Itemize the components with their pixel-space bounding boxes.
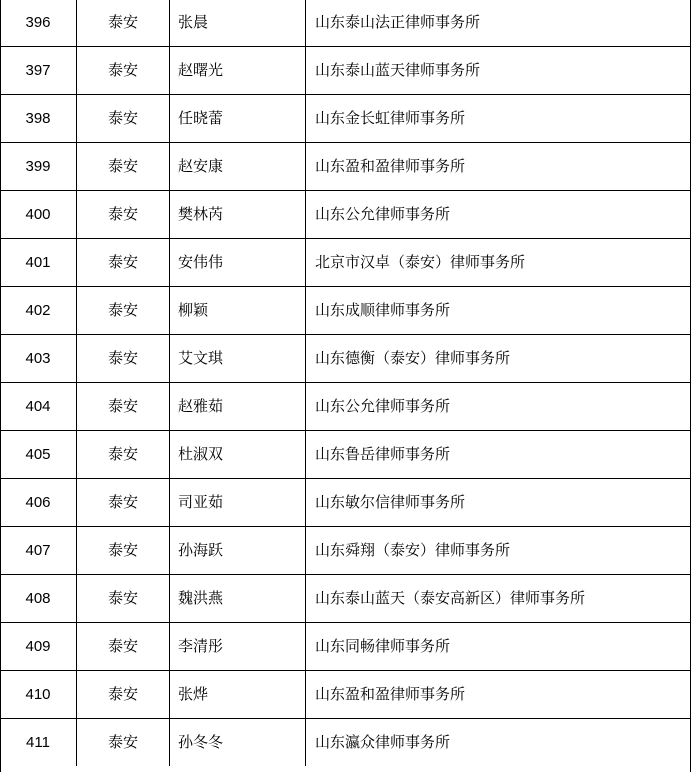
- table-row: [0, 0, 690, 47]
- table-row: [0, 143, 690, 191]
- lawyer-name-cell: 孙海跃: [170, 527, 306, 575]
- row-number-cell: 401: [0, 239, 77, 287]
- city-cell: 泰安: [77, 671, 170, 719]
- row-number-cell: 405: [0, 431, 77, 479]
- table-row: [0, 431, 690, 479]
- city-cell: 泰安: [77, 95, 170, 143]
- city-cell: 泰安: [77, 431, 170, 479]
- table-row: [0, 47, 690, 95]
- lawyer-name-cell: 杜淑双: [170, 431, 306, 479]
- table-row: [0, 671, 690, 719]
- lawyer-name-cell: 赵雅茹: [170, 383, 306, 431]
- law-firm-cell: 山东泰山蓝天律师事务所: [306, 47, 691, 95]
- law-firm-cell: 山东泰山法正律师事务所: [306, 0, 691, 47]
- row-number-cell: 407: [0, 527, 77, 575]
- table-row: [0, 623, 690, 671]
- row-number-cell: 410: [0, 671, 77, 719]
- city-cell: 泰安: [77, 479, 170, 527]
- table-row: [0, 191, 690, 239]
- law-firm-cell: 山东金长虹律师事务所: [306, 95, 691, 143]
- row-number-cell: 399: [0, 143, 77, 191]
- row-number-cell: 411: [0, 719, 77, 767]
- lawyer-name-cell: 安伟伟: [170, 239, 306, 287]
- row-number-cell: 400: [0, 191, 77, 239]
- law-firm-cell: 山东公允律师事务所: [306, 383, 691, 431]
- law-firm-cell: 山东公允律师事务所: [306, 191, 691, 239]
- city-cell: 泰安: [77, 239, 170, 287]
- law-firm-cell: 山东德衡（泰安）律师事务所: [306, 335, 691, 383]
- lawyer-name-cell: 张晨: [170, 0, 306, 47]
- table-row: [0, 575, 690, 623]
- city-cell: 泰安: [77, 335, 170, 383]
- city-cell: 泰安: [77, 143, 170, 191]
- lawyer-name-cell: 柳颖: [170, 287, 306, 335]
- lawyer-name-cell: 司亚茹: [170, 479, 306, 527]
- law-firm-cell: 山东同畅律师事务所: [306, 623, 691, 671]
- lawyer-name-cell: 樊林芮: [170, 191, 306, 239]
- row-number-cell: 398: [0, 95, 77, 143]
- table-row: [0, 287, 690, 335]
- row-number-cell: 406: [0, 479, 77, 527]
- city-cell: 泰安: [77, 623, 170, 671]
- lawyer-name-cell: 张烨: [170, 671, 306, 719]
- lawyer-name-cell: 李清彤: [170, 623, 306, 671]
- row-number-cell: 408: [0, 575, 77, 623]
- city-cell: 泰安: [77, 575, 170, 623]
- law-firm-cell: 山东鲁岳律师事务所: [306, 431, 691, 479]
- lawyer-name-cell: 孙冬冬: [170, 719, 306, 767]
- city-cell: 泰安: [77, 191, 170, 239]
- law-firm-cell: 山东舜翔（泰安）律师事务所: [306, 527, 691, 575]
- row-number-cell: 396: [0, 0, 77, 47]
- row-number-cell: 402: [0, 287, 77, 335]
- city-cell: 泰安: [77, 47, 170, 95]
- city-cell: 泰安: [77, 0, 170, 47]
- law-firm-cell: 北京市汉卓（泰安）律师事务所: [306, 239, 691, 287]
- city-cell: 泰安: [77, 527, 170, 575]
- lawyer-name-cell: 赵安康: [170, 143, 306, 191]
- table-row: [0, 383, 690, 431]
- law-firm-cell: 山东盈和盈律师事务所: [306, 671, 691, 719]
- law-firm-cell: 山东泰山蓝天（泰安高新区）律师事务所: [306, 575, 691, 623]
- table-row: [0, 239, 690, 287]
- lawyer-name-cell: 赵曙光: [170, 47, 306, 95]
- law-firm-cell: 山东敏尔信律师事务所: [306, 479, 691, 527]
- city-cell: 泰安: [77, 287, 170, 335]
- city-cell: 泰安: [77, 383, 170, 431]
- row-number-cell: 397: [0, 47, 77, 95]
- law-firm-cell: 山东成顺律师事务所: [306, 287, 691, 335]
- lawyer-name-cell: 魏洪燕: [170, 575, 306, 623]
- table-row: [0, 527, 690, 575]
- row-number-cell: 409: [0, 623, 77, 671]
- law-firm-cell: 山东瀛众律师事务所: [315, 733, 451, 751]
- table-row: [0, 719, 690, 767]
- lawyer-name-cell: 艾文琪: [170, 335, 306, 383]
- table-row: [0, 479, 690, 527]
- table-row: [0, 335, 690, 383]
- row-number-cell: 404: [0, 383, 77, 431]
- table-row: [0, 95, 690, 143]
- lawyer-name-cell: 任晓蕾: [170, 95, 306, 143]
- row-number-cell: 403: [0, 335, 77, 383]
- law-firm-cell: 山东盈和盈律师事务所: [306, 143, 691, 191]
- city-cell: 泰安: [77, 719, 170, 767]
